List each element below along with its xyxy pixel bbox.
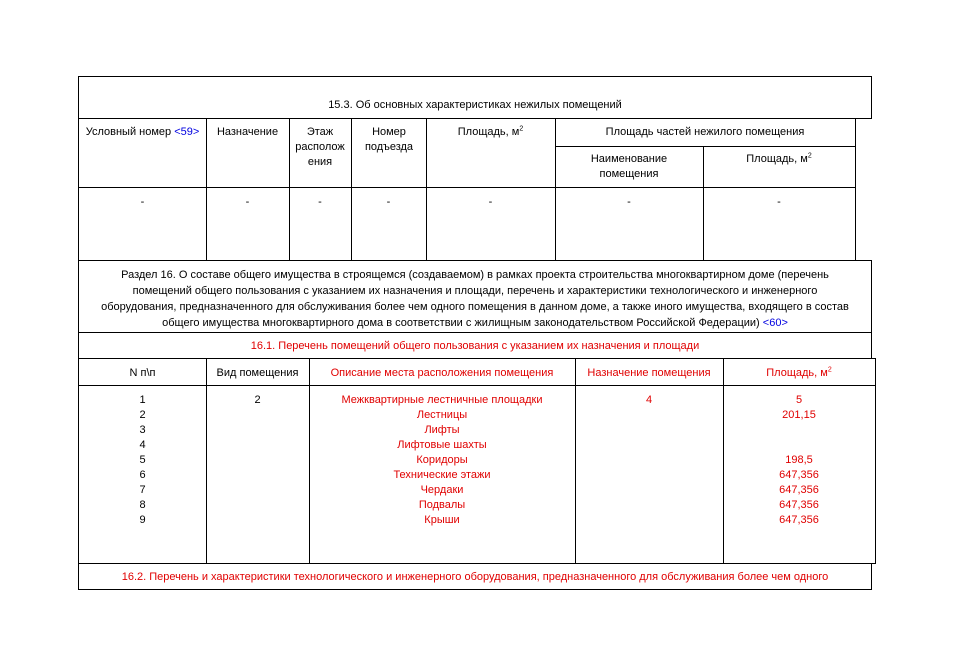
section-16-box bbox=[78, 260, 872, 333]
footnote-ref-59[interactable]: <59> bbox=[174, 126, 200, 138]
cell-dash: - bbox=[140, 196, 145, 208]
table-15-3 bbox=[78, 118, 856, 261]
list-item: Межквартирные лестничные площадки bbox=[341, 394, 543, 406]
list-item: 647,356 bbox=[779, 514, 819, 526]
list-item: Подвалы bbox=[418, 499, 466, 511]
cell-dash: - bbox=[318, 196, 322, 208]
section-16-1-title: 16.1. Перечень помещений общего пользования с указанием их назначения и площади bbox=[250, 340, 700, 352]
table-16-1 bbox=[78, 358, 876, 564]
list-item: 1 bbox=[139, 394, 146, 406]
cell-dash: - bbox=[627, 196, 631, 208]
list-item: 5 bbox=[139, 454, 146, 466]
header-part-name: Наименование помещения bbox=[590, 153, 668, 180]
header-part-area: Площадь, $м^2$ bbox=[746, 152, 812, 165]
cell-dash: - bbox=[488, 196, 493, 208]
list-item bbox=[723, 438, 875, 453]
header-entrance: Номер подъезда bbox=[364, 126, 414, 153]
list-item: 647,356 bbox=[779, 484, 819, 496]
section-16-1-title-box bbox=[78, 332, 872, 359]
header-purpose: Назначение bbox=[216, 126, 279, 138]
list-item: Коридоры bbox=[416, 454, 468, 466]
list-item: 198,5 bbox=[785, 454, 813, 466]
footnote-ref-60[interactable]: <60> bbox=[762, 317, 788, 329]
list-item: Лифтовые шахты bbox=[397, 439, 487, 451]
list-item: 7 bbox=[139, 484, 146, 496]
section-15-3-title: 15.3. Об основных характеристиках нежилых помещений bbox=[328, 99, 622, 111]
header-area: Площадь, $м^2$ bbox=[766, 366, 832, 379]
cell-dash: - bbox=[245, 196, 250, 208]
list-item: Крыши bbox=[424, 514, 460, 526]
cell-dash: - bbox=[386, 196, 391, 208]
list-item: Лестницы bbox=[416, 409, 468, 421]
header-area: Площадь, $м^2$ bbox=[457, 125, 524, 138]
header-floor: Этаж располож ения bbox=[295, 126, 345, 168]
header-room-purpose: Назначение помещения bbox=[587, 367, 711, 379]
section-16-2-title: 16.2. Перечень и характеристики технологического и инженерного оборудования, предназначенного для обслуживания более чем одного bbox=[121, 571, 829, 583]
section-15-3-title-box bbox=[78, 76, 872, 119]
list-item: 3 bbox=[139, 424, 146, 436]
area-list bbox=[723, 393, 875, 528]
list-item: 647,356 bbox=[779, 499, 819, 511]
location-list bbox=[309, 393, 575, 528]
header-location: Описание места расположения помещения bbox=[330, 367, 554, 379]
list-item: 201,15 bbox=[782, 409, 816, 421]
list-item: 2 bbox=[139, 409, 146, 421]
section-16-2-title-box bbox=[78, 563, 872, 590]
list-item: 9 bbox=[139, 514, 146, 526]
header-parts-area: Площадь частей нежилого помещения bbox=[605, 126, 805, 138]
list-item: 5 bbox=[795, 394, 803, 406]
list-item: 647,356 bbox=[779, 469, 819, 481]
list-item: 8 bbox=[139, 499, 146, 511]
number-list bbox=[79, 393, 206, 528]
header-conditional-number: Условный номер <59> bbox=[85, 126, 200, 138]
section-16-text: Раздел 16. О составе общего имущества в строящемся (создаваемом) в рамках проекта строительства многоквартирном доме (перечень помещений общего пользования с указанием их назначения и площади, перечень и характеристики технологического и инженерного оборудования, предназначенного для обслуживания более чем одного помещения в данном доме, а также иного имущества, входящего в состав общего имущества многоквартирного дома в соответствии с жилищным законодательством Российской Федерации) <60> bbox=[101, 269, 849, 329]
list-item bbox=[723, 423, 875, 438]
list-item: Лифты bbox=[424, 424, 460, 436]
list-item: Технические этажи bbox=[393, 469, 491, 481]
room-purpose-value: 4 bbox=[645, 394, 653, 406]
list-item: Чердаки bbox=[420, 484, 464, 496]
list-item: 6 bbox=[139, 469, 146, 481]
list-item: 4 bbox=[139, 439, 146, 451]
header-room-type: Вид помещения bbox=[216, 367, 299, 379]
header-number: N п\п bbox=[129, 367, 156, 379]
cell-dash: - bbox=[777, 196, 781, 208]
room-type-value: 2 bbox=[254, 394, 261, 406]
